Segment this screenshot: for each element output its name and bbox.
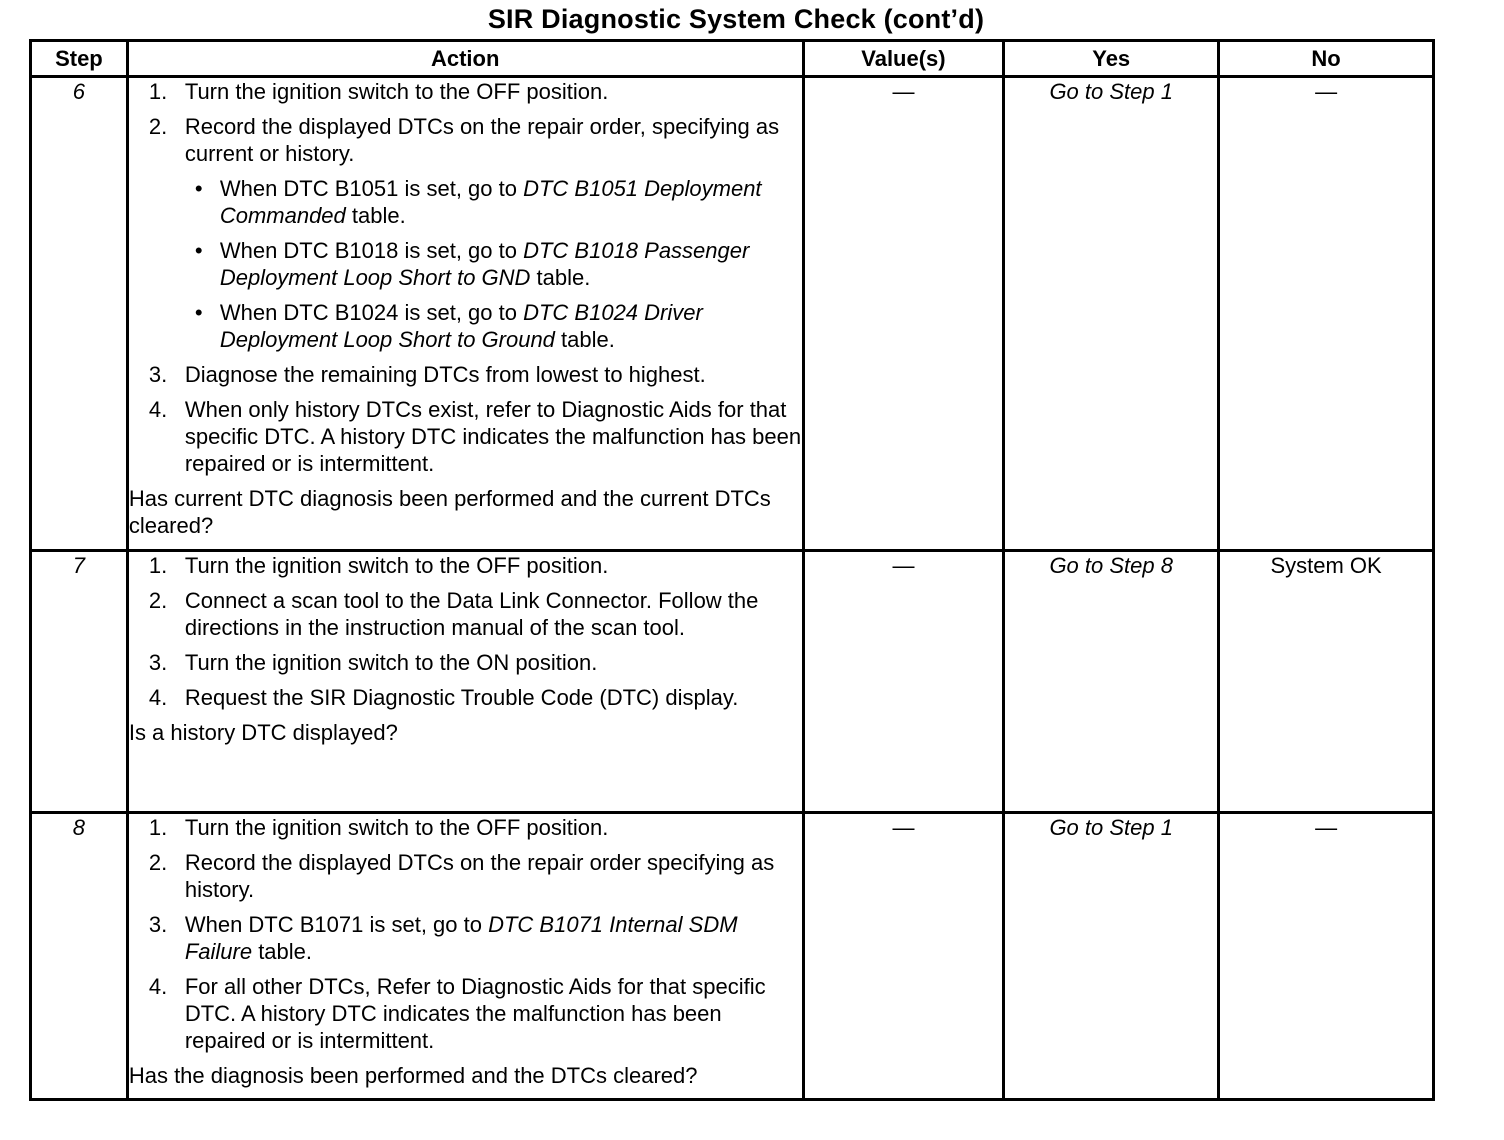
no-cell: — [1219,813,1434,1100]
list-item: 3. Diagnose the remaining DTCs from lowest to highest. [148,362,706,387]
yes-cell: Go to Step 1 [1004,77,1219,551]
question-text: Has current DTC diagnosis been performed and the current DTCs cleared? [128,486,771,538]
list-item: 4. For all other DTCs, Refer to Diagnostic Aids for that specific DTC. A history DTC indicates the malfunction has been repaired or is intermittent. [148,974,766,1053]
list-item: 1. Turn the ignition switch to the OFF position. [148,79,609,104]
step-number: 7 [31,551,128,813]
action-cell [127,813,803,1100]
page-title: SIR Diagnostic System Check (cont’d) [487,4,985,34]
yes-cell: Go to Step 1 [1004,813,1219,1100]
step-number: 8 [31,813,128,1100]
action-cell [127,551,803,813]
question-text: Is a history DTC displayed? [128,720,398,745]
bullet-item: • When DTC B1051 is set, go to DTC B1051 Deployment Commanded table. [194,176,762,228]
list-item: 1. Turn the ignition switch to the OFF position. [148,553,609,578]
header-step: Step [31,41,128,77]
list-item: 2. Connect a scan tool to the Data Link Connector. Follow the directions in the instruction manual of the scan tool. [148,588,759,640]
header-action: Action [127,41,803,77]
header-yes: Yes [1004,41,1219,77]
question-text: Has the diagnosis been performed and the DTCs cleared? [128,1063,698,1088]
list-item: 3. Turn the ignition switch to the ON position. [148,650,598,675]
value-cell: — [803,813,1004,1100]
list-item: 4. When only history DTCs exist, refer to Diagnostic Aids for that specific DTC. A history DTC indicates the malfunction has been repaired or is intermittent. [148,397,802,476]
header-row [31,41,1434,77]
table-row-step-6 [31,77,1434,551]
action-cell [127,77,803,551]
list-item: 3. When DTC B1071 is set, go to DTC B1071 Internal SDM Failure table. [148,912,738,964]
list-item: 2. Record the displayed DTCs on the repair order specifying as history. [148,850,775,902]
no-cell: — [1219,77,1434,551]
bullet-item: • When DTC B1024 is set, go to DTC B1024 Driver Deployment Loop Short to Ground table. [194,300,703,352]
no-cell: System OK [1219,551,1434,813]
header-no: No [1219,41,1434,77]
value-cell: — [803,77,1004,551]
step-number: 6 [31,77,128,551]
list-item: 2. Record the displayed DTCs on the repair order, specifying as current or history. • When DTC B1051 is set, go to DTC B1051 Deployment Commanded table. • When DTC B1018 is set, go to DTC B1018 Passenger Deployment Loop Short to GND table. • When DTC B1024 is set, go to DTC B1024 Driver Deployment Loop Short to Ground table. [129,113,802,353]
table-row-step-7 [31,551,1434,813]
table-row-step-8 [31,813,1434,1100]
bullet-item: • When DTC B1018 is set, go to DTC B1018 Passenger Deployment Loop Short to GND table. [194,238,750,290]
header-values: Value(s) [803,41,1004,77]
list-item: 1. Turn the ignition switch to the OFF position. [148,815,609,840]
list-item: 4. Request the SIR Diagnostic Trouble Code (DTC) display. [148,685,739,710]
value-cell: — [803,551,1004,813]
yes-cell: Go to Step 8 [1004,551,1219,813]
diagnostic-table [29,39,1435,1101]
